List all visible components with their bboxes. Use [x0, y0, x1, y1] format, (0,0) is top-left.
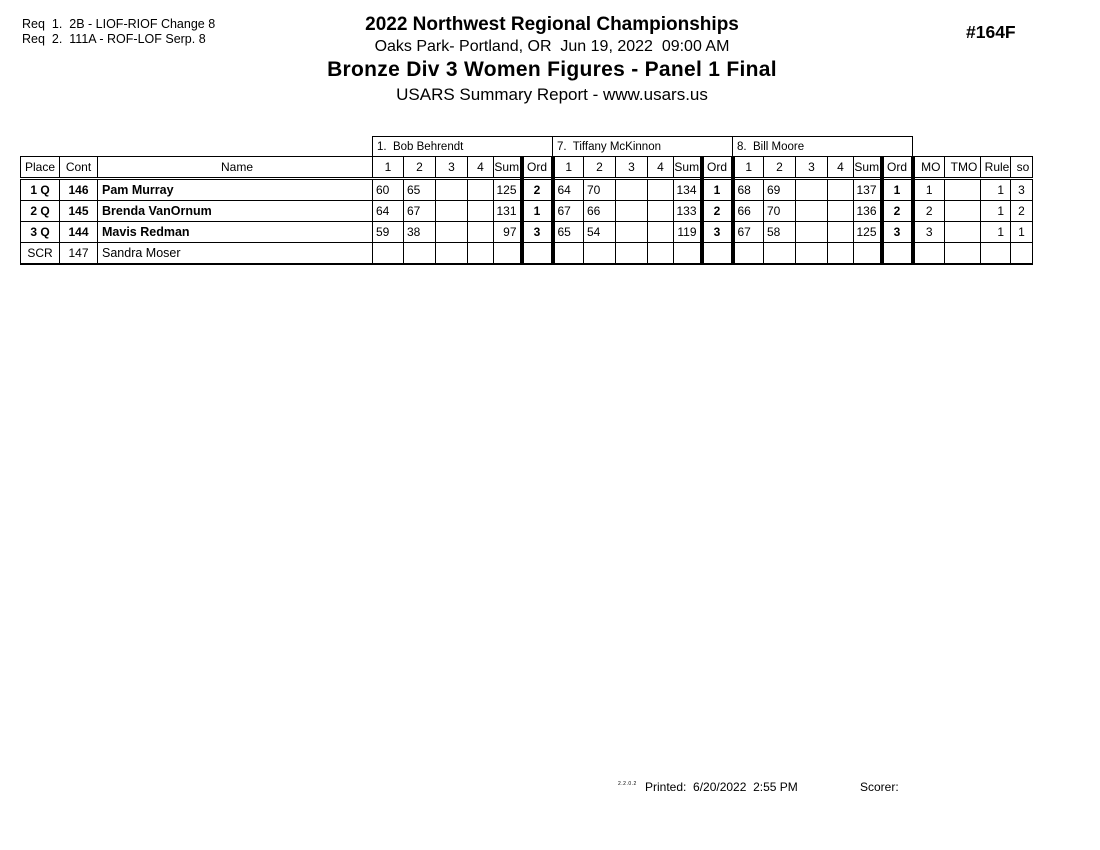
table-cell [616, 222, 648, 243]
table-cell [436, 179, 468, 201]
table-cell: 125 [854, 222, 882, 243]
table-cell [828, 222, 854, 243]
table-row [21, 179, 1033, 201]
report-name-line: USARS Summary Report - www.usars.us [396, 85, 708, 104]
table-cell [436, 243, 468, 265]
championship-title: 2022 Northwest Regional Championships [365, 14, 739, 35]
table-cell [764, 243, 796, 265]
column-header-cont: Cont [60, 157, 98, 179]
table-cell: 67 [553, 201, 584, 222]
column-header-j1-ord: Ord [522, 157, 553, 179]
column-header-j1-4: 4 [468, 157, 494, 179]
table-cell [404, 243, 436, 265]
table-cell [854, 243, 882, 265]
table-row [21, 201, 1033, 222]
table-cell: 67 [733, 222, 764, 243]
table-cell: Brenda VanOrnum [98, 201, 373, 222]
table-cell: 145 [60, 201, 98, 222]
table-cell [796, 179, 828, 201]
column-header-j2-ord: Ord [702, 157, 733, 179]
table-cell: 2 [522, 179, 553, 201]
table-cell: 3 [702, 222, 733, 243]
table-cell [648, 243, 674, 265]
printed-timestamp: Printed: 6/20/2022 2:55 PM [645, 780, 798, 794]
table-cell [796, 201, 828, 222]
table-cell [648, 179, 674, 201]
table-cell [616, 201, 648, 222]
table-cell [796, 243, 828, 265]
table-cell [494, 243, 522, 265]
report-header [0, 14, 1100, 106]
column-header-rule: Rule [981, 157, 1011, 179]
table-cell: 3 [913, 222, 945, 243]
table-cell [468, 201, 494, 222]
table-cell [913, 243, 945, 265]
table-cell: 146 [60, 179, 98, 201]
table-cell: 69 [764, 179, 796, 201]
column-header-j3-4: 4 [828, 157, 854, 179]
column-header-j2-sum: Sum [674, 157, 702, 179]
table-cell: 3 [522, 222, 553, 243]
judge-name-1: 1. Bob Behrendt [373, 137, 553, 157]
table-cell [945, 243, 981, 265]
table-cell [945, 222, 981, 243]
judge-header-row [21, 137, 1033, 157]
table-cell [648, 201, 674, 222]
column-header-j2-2: 2 [584, 157, 616, 179]
software-version: 2.2.0.2 [618, 781, 637, 787]
requirement-1-label: Req 1. [22, 17, 63, 31]
table-cell [648, 222, 674, 243]
table-cell: 67 [404, 201, 436, 222]
table-cell [584, 243, 616, 265]
table-cell: 119 [674, 222, 702, 243]
table-cell: 65 [553, 222, 584, 243]
results-table-body [21, 137, 1033, 265]
table-cell: 133 [674, 201, 702, 222]
table-cell: 125 [494, 179, 522, 201]
column-header-j2-4: 4 [648, 157, 674, 179]
table-cell: SCR [21, 243, 60, 265]
table-cell: 1 Q [21, 179, 60, 201]
table-cell [828, 179, 854, 201]
requirement-2-text: 111A - ROF-LOF Serp. 8 [69, 32, 206, 46]
event-title: Bronze Div 3 Women Figures - Panel 1 Final [327, 58, 777, 81]
column-header-j1-3: 3 [436, 157, 468, 179]
column-header-j2-1: 1 [553, 157, 584, 179]
table-cell: 3 [1011, 179, 1033, 201]
judge-name-2: 7. Tiffany McKinnon [553, 137, 733, 157]
requirement-2-label: Req 2. [22, 32, 63, 46]
judge-name-3: 8. Bill Moore [733, 137, 913, 157]
table-cell: 131 [494, 201, 522, 222]
column-header-j1-2: 2 [404, 157, 436, 179]
table-cell: 1 [981, 222, 1011, 243]
table-cell: 60 [373, 179, 404, 201]
table-cell [468, 222, 494, 243]
column-header-j3-sum: Sum [854, 157, 882, 179]
table-cell: 1 [1011, 222, 1033, 243]
table-row [21, 222, 1033, 243]
table-cell: 1 [981, 201, 1011, 222]
table-cell: 70 [764, 201, 796, 222]
table-cell: 66 [584, 201, 616, 222]
table-cell [733, 243, 764, 265]
table-cell [828, 201, 854, 222]
event-number: #164F [966, 22, 1016, 42]
table-cell: 147 [60, 243, 98, 265]
table-cell [522, 243, 553, 265]
table-cell [945, 201, 981, 222]
judge-header-spacer-left [21, 137, 373, 157]
column-header-j2-3: 3 [616, 157, 648, 179]
table-cell: 2 Q [21, 201, 60, 222]
table-cell: 70 [584, 179, 616, 201]
table-cell: 1 [981, 179, 1011, 201]
table-cell [468, 179, 494, 201]
table-cell: 58 [764, 222, 796, 243]
table-cell [828, 243, 854, 265]
column-header-place: Place [21, 157, 60, 179]
table-cell [702, 243, 733, 265]
table-cell [468, 243, 494, 265]
column-header-row [21, 157, 1033, 179]
table-cell [674, 243, 702, 265]
results-table [20, 136, 1033, 265]
table-cell: 97 [494, 222, 522, 243]
column-header-j3-ord: Ord [882, 157, 913, 179]
table-cell: 64 [553, 179, 584, 201]
scorer-label: Scorer: [860, 780, 899, 794]
table-cell [373, 243, 404, 265]
table-row [21, 243, 1033, 265]
table-cell [882, 243, 913, 265]
column-header-j3-2: 2 [764, 157, 796, 179]
table-cell: 68 [733, 179, 764, 201]
table-cell: 1 [882, 179, 913, 201]
venue-date-line: Oaks Park- Portland, OR Jun 19, 2022 09:00 AM [374, 38, 730, 55]
table-cell [945, 179, 981, 201]
table-cell: 2 [913, 201, 945, 222]
table-cell [981, 243, 1011, 265]
column-header-so: so [1011, 157, 1033, 179]
table-cell: 54 [584, 222, 616, 243]
column-header-j3-3: 3 [796, 157, 828, 179]
table-cell: 2 [882, 201, 913, 222]
column-header-j1-1: 1 [373, 157, 404, 179]
table-cell [616, 243, 648, 265]
table-cell: 66 [733, 201, 764, 222]
table-cell: 134 [674, 179, 702, 201]
judge-header-spacer-right [913, 137, 1033, 157]
table-cell: 1 [522, 201, 553, 222]
table-cell [436, 222, 468, 243]
column-header-j3-1: 1 [733, 157, 764, 179]
column-header-name: Name [98, 157, 373, 179]
table-cell: Pam Murray [98, 179, 373, 201]
table-cell: 136 [854, 201, 882, 222]
column-header-tmo: TMO [945, 157, 981, 179]
table-cell: 64 [373, 201, 404, 222]
table-cell [796, 222, 828, 243]
table-cell: 59 [373, 222, 404, 243]
table-cell: 2 [1011, 201, 1033, 222]
table-cell: Sandra Moser [98, 243, 373, 265]
table-cell: 1 [913, 179, 945, 201]
column-header-j1-sum: Sum [494, 157, 522, 179]
table-cell: 2 [702, 201, 733, 222]
table-cell [1011, 243, 1033, 265]
table-cell: 38 [404, 222, 436, 243]
table-cell [553, 243, 584, 265]
table-cell [616, 179, 648, 201]
table-cell: 3 [882, 222, 913, 243]
table-cell: 65 [404, 179, 436, 201]
table-cell: 144 [60, 222, 98, 243]
table-cell: 3 Q [21, 222, 60, 243]
table-cell: 1 [702, 179, 733, 201]
table-cell [436, 201, 468, 222]
table-cell: 137 [854, 179, 882, 201]
column-header-mo: MO [913, 157, 945, 179]
table-cell: Mavis Redman [98, 222, 373, 243]
requirement-1-text: 2B - LIOF-RIOF Change 8 [69, 17, 216, 31]
